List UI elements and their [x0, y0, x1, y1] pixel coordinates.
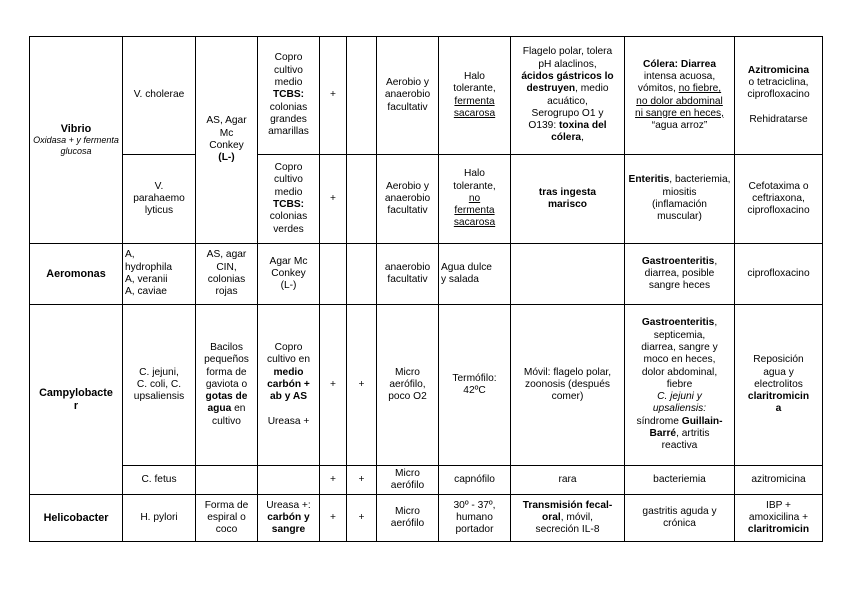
species-cell	[123, 244, 196, 305]
culture-text: grandes	[270, 113, 307, 125]
features-text: tras ingesta	[538, 186, 597, 198]
medium-cell	[196, 37, 258, 244]
culture-text: colonias	[269, 211, 308, 223]
clinical-text: Guillain-	[681, 415, 723, 427]
features-text: Transmisión fecal-	[522, 499, 613, 511]
treatment-text: a	[775, 403, 782, 415]
culture-text: Copro	[274, 341, 303, 353]
test1-cell	[320, 244, 347, 305]
species-text: A, veranii	[125, 274, 168, 285]
culture-text: medio	[274, 186, 303, 198]
clinical-text: septicemia,	[653, 329, 706, 341]
features-text: zoonosis (después	[525, 378, 610, 390]
treatment-cell	[735, 37, 823, 155]
features-text: pH alaclinos,	[538, 58, 597, 70]
species-text: C. jejuni,	[139, 366, 179, 378]
culture-text: Ureasa +:	[266, 499, 311, 511]
oxygen-cell	[377, 244, 439, 305]
medium-cell	[196, 495, 258, 542]
treatment-cell	[735, 155, 823, 244]
features-cell: rara	[511, 466, 625, 495]
genus-name: r	[73, 399, 79, 412]
features-text: O139:	[528, 120, 560, 132]
medium-text: forma de	[206, 366, 247, 378]
treatment-text: amoxicilina +	[748, 511, 809, 523]
clinical-text: no fiebre,	[678, 83, 722, 95]
clinical-text: síndrome	[636, 415, 682, 427]
clinical-text: Gastroenteritis	[641, 317, 715, 329]
tolerance-text: y salada	[441, 274, 479, 285]
culture-text: Agar Mc	[269, 255, 308, 267]
oxygen-text: Micro	[395, 467, 420, 479]
tolerance-cell: capnófilo	[439, 466, 511, 495]
treatment-cell	[735, 495, 823, 542]
clinical-text: muscular)	[657, 211, 702, 223]
culture-text: Conkey	[271, 267, 306, 279]
culture-cell	[258, 155, 320, 244]
features-text: destruyen	[526, 83, 576, 95]
table-row	[30, 155, 823, 244]
test1-cell: +	[320, 305, 347, 466]
species-text: upsaliensis	[133, 391, 185, 403]
treatment-text: claritromicin	[747, 524, 810, 536]
features-cell	[511, 305, 625, 466]
clinical-text: dolor abdominal,	[641, 366, 718, 378]
treatment-text: IBP +	[765, 499, 792, 511]
culture-text: Ureasa +	[267, 415, 310, 427]
culture-cell	[258, 244, 320, 305]
tolerance-cell	[439, 305, 511, 466]
medium-text: AS, agar	[206, 249, 247, 261]
treatment-text: o tetraciclina,	[748, 77, 809, 89]
medium-text: Bacilos	[210, 341, 243, 353]
oxygen-cell	[377, 155, 439, 244]
species-cell: V. cholerae	[123, 37, 196, 155]
features-text: cólera	[551, 132, 582, 144]
table-row	[30, 305, 823, 466]
tolerance-text: 30º - 37º,	[453, 499, 496, 511]
treatment-text: ceftriaxona,	[752, 192, 805, 204]
culture-text: TCBS:	[272, 89, 305, 101]
test2-cell: +	[347, 495, 377, 542]
culture-text: Copro	[274, 162, 303, 174]
treatment-text: ciprofloxacino	[747, 205, 810, 217]
clinical-text: C. jejuni y	[657, 391, 702, 403]
oxygen-text: Aerobio y	[385, 77, 430, 89]
tolerance-cell	[439, 155, 511, 244]
tolerance-cell	[439, 37, 511, 155]
clinical-text: ,	[714, 255, 718, 267]
genus-note: Oxidasa + y fermenta glucosa	[33, 135, 119, 157]
tolerance-text: Agua dulce	[441, 261, 492, 273]
clinical-text: diarrea, sangre y	[641, 341, 718, 353]
tolerance-text: Halo	[464, 70, 485, 82]
culture-text: medio	[273, 366, 304, 378]
tolerance-text: fermenta	[454, 95, 495, 107]
oxygen-text: aerófilo	[390, 518, 425, 529]
clinical-text: Enteritis	[628, 174, 670, 186]
culture-cell	[258, 466, 320, 495]
table-row	[30, 37, 823, 155]
clinical-text: Gastroenteritis	[641, 255, 715, 267]
test2-cell: +	[347, 466, 377, 495]
culture-cell	[258, 305, 320, 466]
medium-text: CIN,	[216, 261, 237, 273]
culture-cell	[258, 37, 320, 155]
clinical-text: fiebre	[666, 378, 693, 390]
oxygen-text: Micro	[395, 366, 420, 378]
medium-text: Conkey	[209, 140, 244, 151]
culture-text: Copro	[274, 52, 303, 64]
oxygen-text: Aerobio y	[385, 180, 430, 192]
medium-text: colonias	[207, 274, 246, 285]
oxygen-text: anaerobio	[384, 261, 431, 273]
clinical-text: diarrea, posible	[644, 267, 715, 279]
tolerance-text: Termófilo:	[452, 372, 497, 384]
clinical-cell	[625, 495, 735, 542]
tolerance-text: tolerante,	[453, 83, 496, 95]
medium-text: gaviota o	[205, 378, 248, 390]
tolerance-cell	[439, 495, 511, 542]
medium-cell	[196, 305, 258, 466]
tolerance-text: no	[468, 192, 481, 204]
clinical-text: intensa acuosa,	[643, 70, 716, 82]
clinical-text: moco en heces,	[643, 354, 716, 366]
features-text: Flagelo polar, tolera	[522, 46, 613, 58]
genus-cell: Aeromonas	[30, 244, 123, 305]
medium-text: pequeños	[204, 354, 249, 366]
table-row	[30, 495, 823, 542]
medium-text: cultivo	[212, 415, 241, 427]
features-cell	[511, 495, 625, 542]
clinical-text: ,	[714, 317, 718, 329]
features-text: , medio acuático,	[547, 83, 609, 107]
oxygen-cell	[377, 37, 439, 155]
clinical-text: , artritis	[676, 428, 710, 440]
clinical-text: crónica	[663, 518, 696, 529]
clinical-text: Barré	[649, 428, 677, 440]
culture-text: cultivo	[274, 64, 303, 76]
features-text: secreción IL-8	[535, 524, 600, 536]
clinical-text: vómitos,	[637, 83, 679, 95]
clinical-text: Cólera: Diarrea	[642, 58, 717, 70]
medium-cell	[196, 466, 258, 495]
clinical-cell	[625, 155, 735, 244]
clinical-text: sangre heces	[648, 280, 711, 292]
oxygen-text: facultativ	[387, 274, 428, 285]
oxygen-text: Micro	[395, 505, 420, 517]
culture-text: ab y AS	[270, 391, 307, 403]
genus-cell	[30, 305, 123, 495]
tolerance-text: Halo	[464, 168, 485, 180]
treatment-text: Rehidratarse	[749, 113, 808, 125]
oxygen-text: anaerobio	[384, 192, 431, 204]
culture-text: verdes	[273, 223, 304, 235]
clinical-text: reactiva	[661, 440, 698, 452]
tolerance-text: 42ºC	[463, 385, 486, 396]
medium-text: Mc	[219, 127, 234, 139]
clinical-cell	[625, 244, 735, 305]
treatment-cell	[735, 305, 823, 466]
clinical-text: no dolor abdominal	[636, 95, 723, 107]
tolerance-text: humano	[456, 511, 493, 523]
medium-text: Forma de	[204, 499, 249, 511]
test2-cell	[347, 37, 377, 155]
species-cell	[123, 155, 196, 244]
culture-text: TCBS:	[272, 199, 305, 210]
treatment-text: Cefotaxima o	[748, 180, 809, 192]
test1-cell: +	[320, 495, 347, 542]
features-cell	[511, 244, 625, 305]
culture-text: carbón y	[267, 511, 310, 523]
clinical-text: , bacteriemia,	[669, 174, 731, 186]
genus-cell: Helicobacter	[30, 495, 123, 542]
medium-text: espiral o	[207, 511, 246, 523]
species-cell: H. pylori	[123, 495, 196, 542]
clinical-text: ni sangre en heces,	[635, 107, 724, 119]
species-text: lyticus	[144, 205, 174, 217]
species-text: A, caviae	[125, 286, 167, 298]
culture-text: cultivo en	[266, 354, 311, 366]
culture-text: colonias	[269, 101, 308, 113]
clinical-text: (inflamación	[652, 199, 707, 210]
species-text: hydrophila	[125, 261, 173, 273]
features-text: ácidos gástricos lo	[521, 70, 614, 82]
oxygen-text: anaerobio	[384, 89, 431, 101]
features-text: marisco	[547, 199, 588, 210]
treatment-text: Azitromicina	[747, 64, 810, 76]
test1-cell: +	[320, 466, 347, 495]
culture-text: cultivo	[274, 174, 303, 186]
features-text: Serogrupo O1 y	[531, 107, 604, 119]
culture-text: sangre	[271, 524, 306, 536]
clinical-text: upsaliensis:	[652, 403, 707, 415]
clinical-text: gastritis aguda y	[642, 505, 717, 517]
bacteria-table	[29, 36, 823, 542]
oxygen-text: facultativ	[387, 101, 428, 113]
medium-text: en	[231, 403, 246, 415]
treatment-cell: azitromicina	[735, 466, 823, 495]
clinical-text: miositis	[662, 186, 697, 198]
oxygen-cell	[377, 466, 439, 495]
test2-cell	[347, 155, 377, 244]
features-cell	[511, 155, 625, 244]
treatment-text: ciprofloxacino	[747, 89, 810, 101]
treatment-text: agua y	[763, 366, 794, 378]
culture-text: carbón +	[267, 378, 310, 390]
oxygen-text: facultativ	[387, 205, 428, 217]
species-text: V.	[154, 180, 164, 192]
culture-text: medio	[274, 77, 303, 89]
table-row	[30, 466, 823, 495]
species-cell: C. fetus	[123, 466, 196, 495]
features-text: , móvil,	[560, 511, 593, 523]
tolerance-text: portador	[455, 524, 494, 536]
treatment-text: claritromicin	[747, 391, 810, 403]
test1-cell: +	[320, 155, 347, 244]
medium-text: coco	[215, 524, 238, 536]
medium-text: rojas	[215, 286, 238, 298]
medium-text: AS, Agar	[206, 115, 247, 127]
culture-cell	[258, 495, 320, 542]
medium-text: gotas de	[205, 391, 248, 403]
features-text: Móvil: flagelo polar,	[523, 366, 612, 378]
clinical-cell	[625, 37, 735, 155]
clinical-cell: bacteriemia	[625, 466, 735, 495]
test1-cell: +	[320, 37, 347, 155]
tolerance-text: fermenta	[454, 205, 495, 217]
medium-text: agua	[207, 403, 232, 415]
features-text: toxina del	[559, 120, 607, 132]
culture-text: amarillas	[268, 126, 309, 138]
oxygen-text: aerófilo,	[389, 378, 426, 390]
features-text: oral	[542, 511, 561, 523]
culture-text: (L-)	[280, 280, 297, 292]
tolerance-text: sacarosa	[453, 107, 496, 119]
species-text: C. coli, C.	[136, 378, 182, 390]
oxygen-text: poco O2	[388, 391, 427, 403]
genus-name: Vibrio	[60, 122, 92, 135]
oxygen-text: aerófilo	[390, 480, 425, 491]
features-text: comer)	[551, 391, 584, 403]
genus-name: Campylobacte	[39, 387, 113, 400]
tolerance-text: sacarosa	[453, 217, 496, 229]
species-cell	[123, 305, 196, 466]
tolerance-text: tolerante,	[453, 180, 496, 192]
oxygen-cell	[377, 495, 439, 542]
features-cell: Flagelo polar, tolera pH alaclinos, ácidos gástricos lo destruyen, medio acuático, Serogrupo O1 y O139: toxina del cólera,	[511, 37, 625, 155]
treatment-cell: ciprofloxacino	[735, 244, 823, 305]
medium-cell	[196, 244, 258, 305]
species-text: A,	[125, 249, 135, 261]
medium-text: (L-)	[218, 152, 235, 164]
treatment-text: Reposición	[753, 354, 804, 366]
test2-cell: +	[347, 305, 377, 466]
clinical-text: “agua arroz”	[651, 120, 708, 132]
treatment-text: electrolitos	[754, 378, 803, 390]
table-row	[30, 244, 823, 305]
clinical-cell	[625, 305, 735, 466]
tolerance-cell	[439, 244, 511, 305]
oxygen-cell	[377, 305, 439, 466]
species-text: parahaemo	[133, 192, 185, 204]
genus-cell	[30, 37, 123, 244]
test2-cell	[347, 244, 377, 305]
